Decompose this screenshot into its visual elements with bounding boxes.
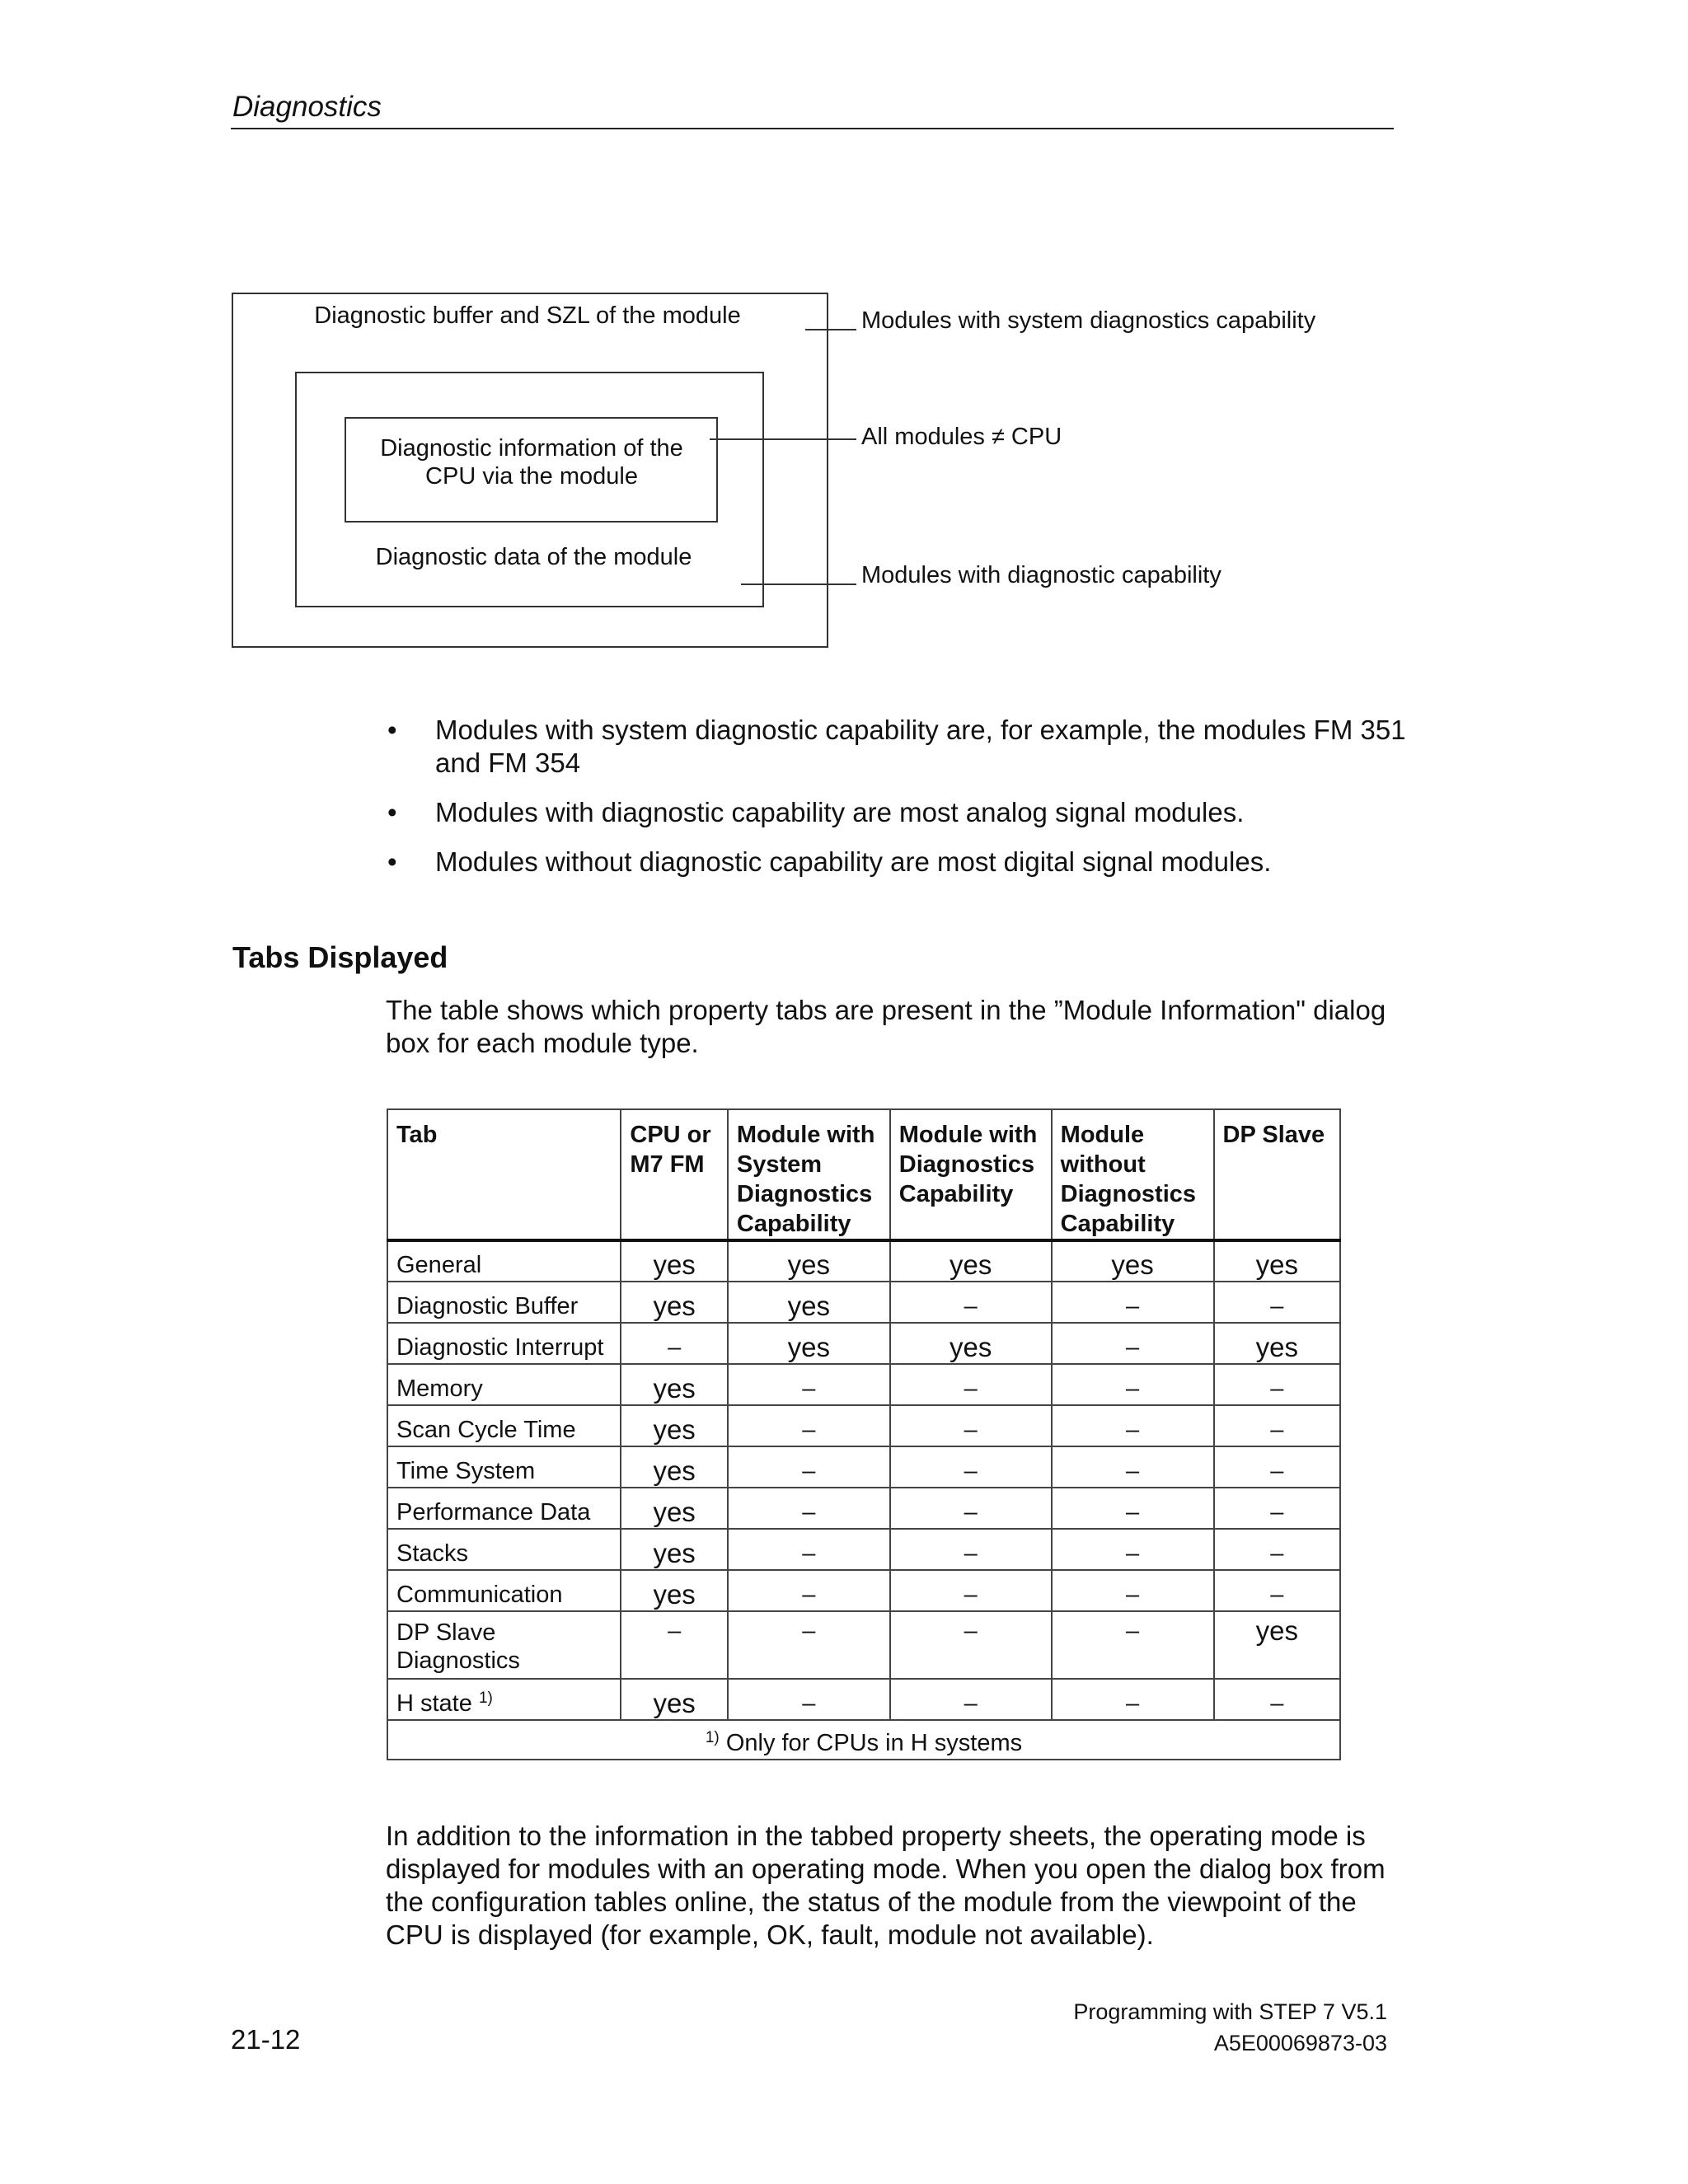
bullet-symbol: • [387,797,397,827]
table-cell: – [728,1405,890,1446]
table-cell: yes [621,1679,728,1720]
table-row [387,1446,1340,1488]
table-cell: yes [621,1240,728,1282]
table-cell: – [1052,1446,1214,1488]
header-rule [231,128,1394,129]
table-row [387,1529,1340,1570]
table-cell: yes [621,1570,728,1611]
document-number: A5E00069873-03 [1213,2031,1387,2055]
diagram-middle-label: Diagnostic data of the module [375,544,692,570]
table-cell: – [890,1529,1052,1570]
footer-publication [1073,1996,1387,2059]
row-label: Memory [396,1376,483,1402]
table-row [387,1240,1340,1282]
callout-leader-line [710,438,856,440]
table-cell: – [1214,1282,1340,1323]
intro-paragraph: The table shows which property tabs are present in the ”Module Information" dialog box for each module type. [386,995,1386,1058]
row-label: Diagnostic Interrupt [396,1334,604,1361]
table-row [387,1282,1340,1323]
table-cell: yes [1214,1240,1340,1282]
row-label: Scan Cycle Time [396,1417,576,1443]
row-label: H state [396,1690,472,1717]
manual-title: Programming with STEP 7 V5.1 [1073,1999,1387,2024]
table-cell: – [890,1282,1052,1323]
table-cell: – [728,1679,890,1720]
table-cell: – [1052,1405,1214,1446]
table-cell: – [728,1364,890,1405]
row-label: Diagnostic Buffer [396,1293,579,1319]
section-heading: Tabs Displayed [232,940,448,974]
diagram-outer-label: Diagnostic buffer and SZL of the module [314,302,741,329]
table-cell: yes [621,1364,728,1405]
bullet-symbol: • [387,715,397,745]
table-cell: yes [621,1282,728,1323]
row-label: Stacks [396,1540,469,1567]
table-cell: yes [621,1405,728,1446]
running-header: Diagnostics [232,91,382,123]
bullet-item [387,846,1409,879]
table-cell: – [1052,1282,1214,1323]
table-cell: – [728,1570,890,1611]
table-cell: – [890,1488,1052,1529]
bullet-symbol: • [387,846,397,877]
table-cell: – [1214,1488,1340,1529]
callout-leader-line [741,583,856,585]
table-cell: – [1052,1364,1214,1405]
table-cell: – [1214,1529,1340,1570]
table-cell: yes [890,1240,1052,1282]
table-cell: – [1214,1364,1340,1405]
callout-system-diagnostics: Modules with system diagnostics capability [861,307,1316,334]
bullet-text: Modules without diagnostic capability are most digital signal modules. [435,846,1272,877]
bullet-item [387,796,1409,829]
table-cell: – [890,1364,1052,1405]
table-cell: yes [728,1282,890,1323]
table-cell: yes [890,1323,1052,1364]
table-cell: – [1052,1570,1214,1611]
bullet-text: Modules with system diagnostic capability are, for example, the modules FM 351 and FM 354 [435,715,1406,778]
table-footnote: Only for CPUs in H systems [725,1730,1023,1756]
row-label: Performance Data [396,1499,591,1526]
table-cell: yes [621,1529,728,1570]
bullet-list [387,714,1409,895]
table-cell: – [621,1323,728,1364]
table-header-cell: DP Slave [1214,1109,1340,1240]
footnote-mark: 1) [705,1729,720,1746]
table-cell: yes [728,1240,890,1282]
row-footnote-mark: 1) [478,1690,493,1707]
table-cell: – [1214,1446,1340,1488]
table-cell: – [1214,1679,1340,1720]
callout-diagnostic-capability: Modules with diagnostic capability [861,562,1221,588]
table-header-cell: Module with Diagnostics Capability [890,1109,1052,1240]
table-cell: – [890,1679,1052,1720]
diagram-inner-label: Diagnostic information of the CPU via the module [380,435,683,490]
table-cell: – [1052,1529,1214,1570]
table-body [387,1240,1340,1760]
table-cell: yes [1052,1240,1214,1282]
table-cell: – [1052,1488,1214,1529]
table-cell: – [1052,1679,1214,1720]
table-cell: yes [621,1488,728,1529]
table-cell: – [890,1405,1052,1446]
tabs-table [387,1108,1341,1760]
table-cell: yes [1214,1323,1340,1364]
page-number: 21-12 [231,2024,301,2055]
table-row [387,1611,1340,1679]
bullet-item [387,714,1409,780]
table-cell: – [621,1611,728,1679]
callout-leader-line [805,329,856,330]
table-row [387,1323,1340,1364]
table-row [387,1570,1340,1611]
table-cell: yes [728,1323,890,1364]
table-cell: – [728,1529,890,1570]
table-cell: yes [621,1446,728,1488]
table-cell: yes [1214,1611,1340,1679]
row-label: Time System [396,1458,536,1484]
table-row [387,1405,1340,1446]
row-label: Communication [396,1582,563,1608]
callout-all-modules: All modules ≠ CPU [861,424,1062,450]
table-header-cell: Module with System Diagnostics Capability [728,1109,890,1240]
table-cell: – [890,1446,1052,1488]
table-row [387,1364,1340,1405]
table-cell: – [890,1570,1052,1611]
table-header-cell: CPU or M7 FM [621,1109,728,1240]
table-row [387,1679,1340,1720]
table-cell: – [890,1611,1052,1679]
table-header-row [387,1109,1340,1240]
row-label: General [396,1252,482,1278]
table-cell: – [728,1488,890,1529]
table-header-cell: Tab [387,1109,621,1240]
table-cell: – [1214,1405,1340,1446]
table-footnote-row [387,1720,1340,1760]
table-cell: – [728,1611,890,1679]
table-header-cell: Module without Diagnostics Capability [1052,1109,1214,1240]
closing-paragraph: In addition to the information in the tabbed property sheets, the operating mode is displayed for modules with an operating mode. When you open the dialog box from the configuration tables online, the status of the module from the viewpoint of the CPU is displayed (for example, OK, fault, module not available). [386,1821,1386,1950]
row-label: DP Slave Diagnostics [396,1619,520,1674]
table-cell: – [728,1446,890,1488]
table-cell: – [1052,1611,1214,1679]
bullet-text: Modules with diagnostic capability are most analog signal modules. [435,797,1245,827]
table-cell: – [1214,1570,1340,1611]
table-row [387,1488,1340,1529]
table-cell: – [1052,1323,1214,1364]
